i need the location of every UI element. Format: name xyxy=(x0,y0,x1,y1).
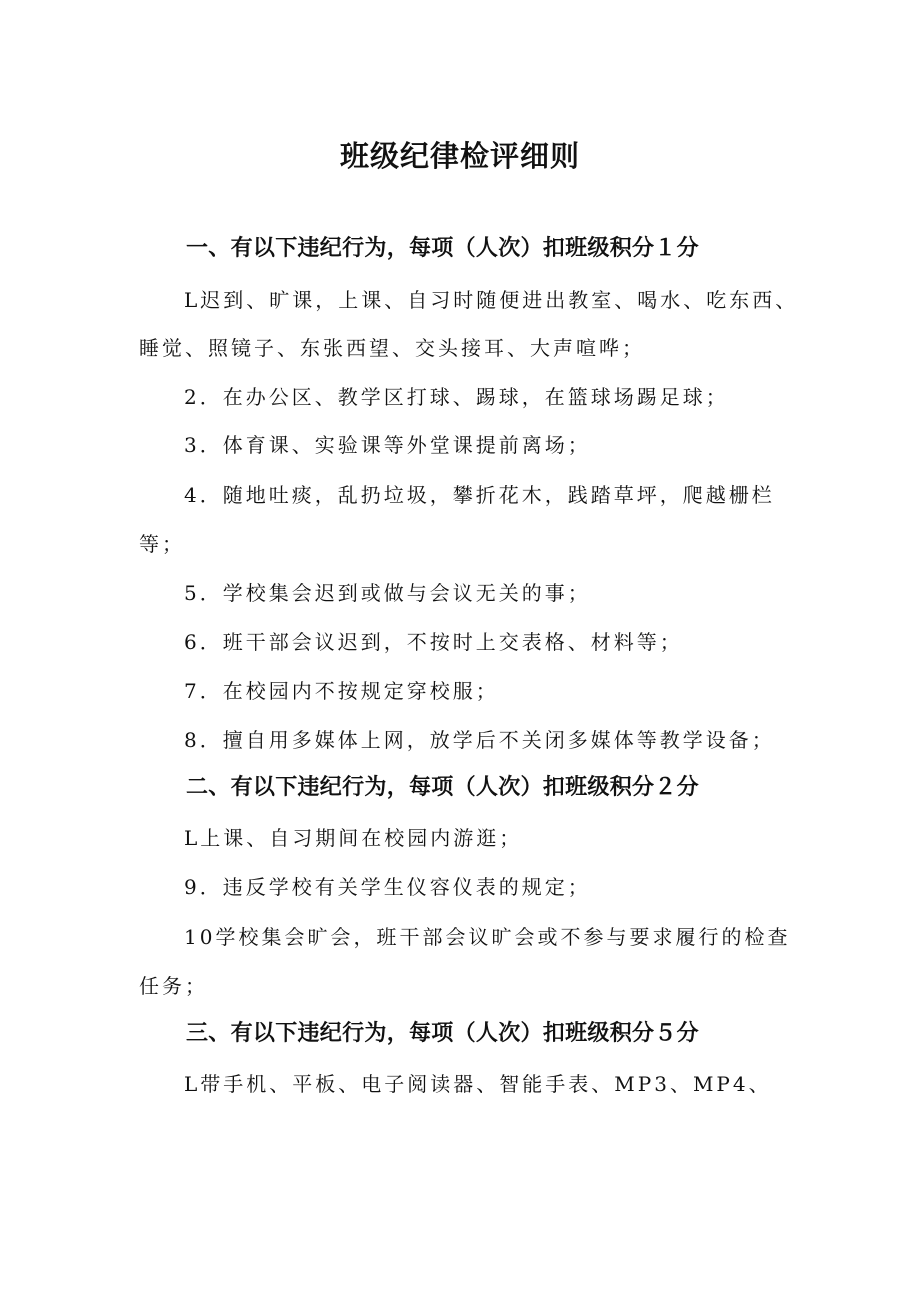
rule-item-1-line-2: 睡觉、照镜子、东张西望、交头接耳、大声喧哗； xyxy=(139,336,645,360)
rule-item-8: 8．擅自用多媒体上网，放学后不关闭多媒体等教学设备； xyxy=(184,728,775,752)
rule-item-4-line-2: 等； xyxy=(139,532,185,556)
rule-item-3-1: L带手机、平板、电子阅读器、智能手表、MP3、MP4、 xyxy=(184,1072,772,1096)
rule-item-2: 2．在办公区、教学区打球、踢球，在篮球场踢足球； xyxy=(184,385,729,409)
rule-item-3: 3．体育课、实验课等外堂课提前离场； xyxy=(184,433,591,457)
rule-item-5: 5．学校集会迟到或做与会议无关的事； xyxy=(184,581,591,605)
section-heading-1: 一、有以下违纪行为，每项（人次）扣班级积分１分 xyxy=(186,236,699,261)
rule-item-6: 6．班干部会议迟到，不按时上交表格、材料等； xyxy=(184,630,683,654)
document-title: 班级纪律检评细则 xyxy=(339,139,580,173)
rule-item-1-line-1: L迟到、旷课，上课、自习时随便进出教室、喝水、吃东西、 xyxy=(184,288,799,312)
rule-item-7: 7．在校园内不按规定穿校服； xyxy=(184,679,499,703)
rule-item-2-3-line-2: 任务； xyxy=(139,974,208,998)
section-heading-3: 三、有以下违纪行为，每项（人次）扣班级积分５分 xyxy=(186,1021,699,1046)
section-heading-2: 二、有以下违纪行为，每项（人次）扣班级积分２分 xyxy=(186,775,699,800)
rule-item-4-line-1: 4．随地吐痰，乱扔垃圾，攀折花木，践踏草坪，爬越栅栏 xyxy=(184,483,775,507)
rule-item-2-3-line-1: 10学校集会旷会，班干部会议旷会或不参与要求履行的检查 xyxy=(184,925,791,949)
rule-item-2-1: L上课、自习期间在校园内游逛； xyxy=(184,826,523,850)
rule-item-2-2: 9．违反学校有关学生仪容仪表的规定； xyxy=(184,875,591,899)
